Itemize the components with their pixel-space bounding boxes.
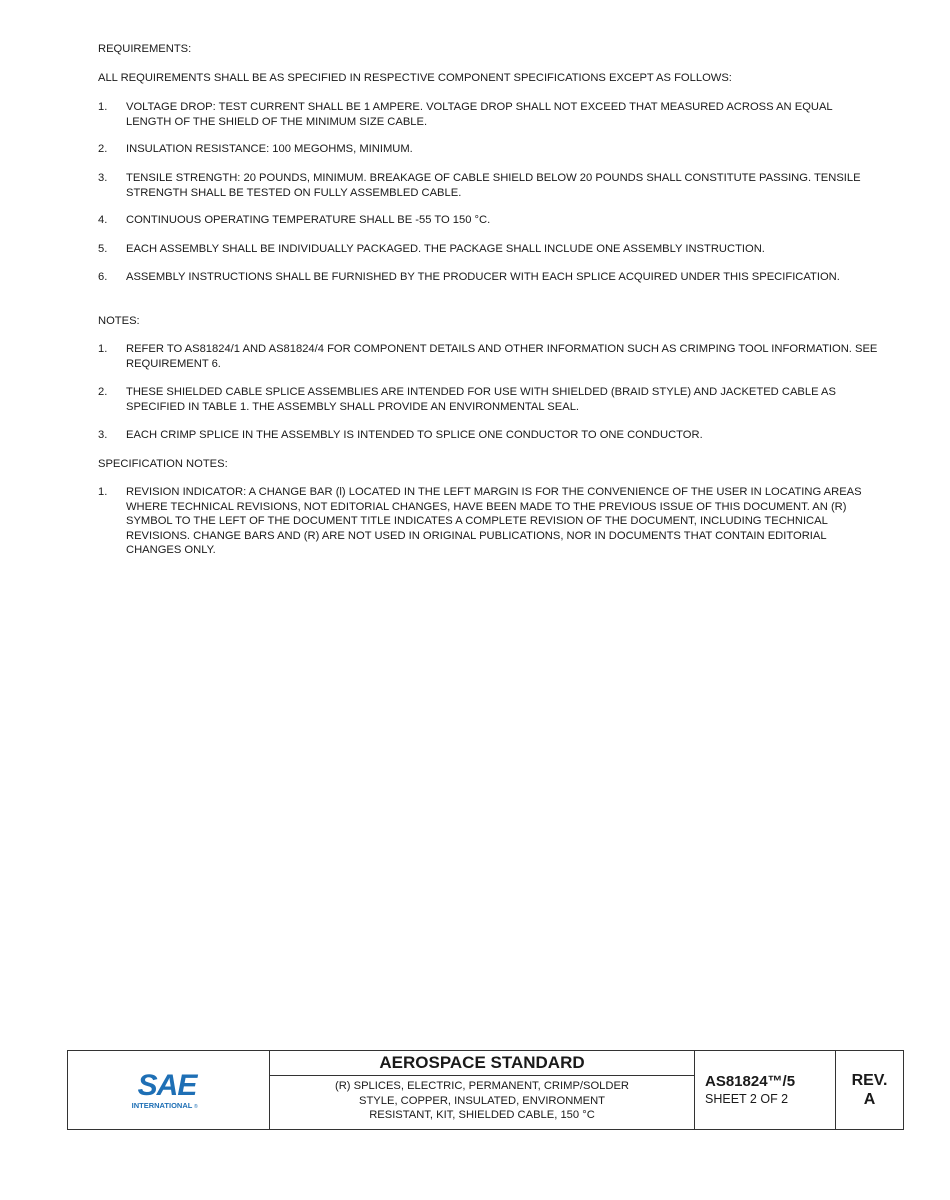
requirement-item	[98, 270, 878, 285]
logo-text: SAE	[137, 1069, 196, 1102]
item-number: 6.	[98, 271, 108, 283]
sheet-number: SHEET 2 OF 2	[705, 1092, 789, 1106]
revision-value: A	[863, 1091, 876, 1108]
title-line: (R) SPLICES, ELECTRIC, PERMANENT, CRIMP/SOLDER	[334, 1080, 630, 1092]
item-text: VOLTAGE DROP: TEST CURRENT SHALL BE 1 AMPERE. VOLTAGE DROP SHALL NOT EXCEED THAT MEASURED ACROSS AN EQUAL LENGTH OF THE SHIELD OF THE MINIMUM SIZE CABLE.	[126, 101, 833, 128]
requirements-heading: REQUIREMENTS:	[98, 43, 192, 55]
logo-registered: ®	[193, 1104, 198, 1110]
title-block	[67, 1050, 904, 1130]
requirements-intro: ALL REQUIREMENTS SHALL BE AS SPECIFIED IN RESPECTIVE COMPONENT SPECIFICATIONS EXCEPT AS FOLLOWS:	[98, 72, 732, 84]
note-item	[98, 385, 878, 414]
standard-label: AEROSPACE STANDARD	[270, 1051, 694, 1076]
spec-notes-heading: SPECIFICATION NOTES:	[98, 458, 228, 470]
item-number: 2.	[98, 143, 108, 155]
title-line: RESISTANT, KIT, SHIELDED CABLE, 150 °C	[369, 1109, 595, 1121]
notes-heading: NOTES:	[98, 315, 140, 327]
requirement-item	[98, 242, 878, 257]
document-number: AS81824™/5	[705, 1073, 796, 1090]
revision-cell	[836, 1051, 903, 1129]
item-number: 2.	[98, 386, 108, 398]
item-number: 1.	[98, 343, 108, 355]
item-text: THESE SHIELDED CABLE SPLICE ASSEMBLIES ARE INTENDED FOR USE WITH SHIELDED (BRAID STYLE) AND JACKETED CABLE AS SPECIFIED IN TABLE 1. THE ASSEMBLY SHALL PROVIDE AN ENVIRONMENTAL SEAL.	[126, 386, 836, 413]
requirement-item	[98, 213, 878, 228]
requirement-item	[98, 142, 878, 157]
document-number-cell	[695, 1051, 836, 1129]
title-cell	[270, 1051, 695, 1129]
note-item	[98, 342, 878, 371]
item-number: 1.	[98, 101, 108, 113]
note-item	[98, 428, 878, 443]
sae-logo	[127, 1068, 211, 1112]
item-text: TENSILE STRENGTH: 20 POUNDS, MINIMUM. BREAKAGE OF CABLE SHIELD BELOW 20 POUNDS SHALL CONSTITUTE PASSING. TENSILE STRENGTH SHALL BE TESTED ON FULLY ASSEMBLED CABLE.	[126, 172, 861, 199]
item-text: EACH CRIMP SPLICE IN THE ASSEMBLY IS INTENDED TO SPLICE ONE CONDUCTOR TO ONE CONDUCTOR.	[126, 429, 703, 441]
logo-cell	[68, 1051, 270, 1129]
item-text: REFER TO AS81824/1 AND AS81824/4 FOR COMPONENT DETAILS AND OTHER INFORMATION SUCH AS CRIMPING TOOL INFORMATION. SEE REQUIREMENT 6.	[126, 343, 878, 370]
item-text: INSULATION RESISTANCE: 100 MEGOHMS, MINIMUM.	[126, 143, 413, 155]
item-number: 1.	[98, 486, 108, 498]
revision-label: REV.	[851, 1072, 888, 1089]
item-text: ASSEMBLY INSTRUCTIONS SHALL BE FURNISHED BY THE PRODUCER WITH EACH SPLICE ACQUIRED UNDER THIS SPECIFICATION.	[126, 271, 840, 283]
item-number: 3.	[98, 429, 108, 441]
requirement-item	[98, 100, 878, 129]
item-number: 3.	[98, 172, 108, 184]
title-line: STYLE, COPPER, INSULATED, ENVIRONMENT	[359, 1094, 605, 1107]
item-text: EACH ASSEMBLY SHALL BE INDIVIDUALLY PACKAGED. THE PACKAGE SHALL INCLUDE ONE ASSEMBLY INSTRUCTION.	[126, 243, 765, 255]
spec-note-item	[98, 485, 878, 558]
item-text: REVISION INDICATOR: A CHANGE BAR (l) LOCATED IN THE LEFT MARGIN IS FOR THE CONVENIENCE OF THE USER IN LOCATING AREAS WHERE TECHNICAL REVISIONS, NOT EDITORIAL CHANGES, HAVE BEEN MADE TO THE PREVIOUS ISSUE OF THIS DOCUMENT. AN (R) SYMBOL TO THE LEFT OF THE DOCUMENT TITLE INDICATES A COMPLETE REVISION OF THE DOCUMENT, INCLUDING TECHNICAL REVISIONS. CHANGE BARS AND (R) ARE NOT USED IN ORIGINAL PUBLICATIONS, NOR IN DOCUMENTS THAT CONTAIN EDITORIAL CHANGES ONLY.	[126, 486, 862, 556]
item-text: CONTINUOUS OPERATING TEMPERATURE SHALL BE -55 TO 150 °C.	[126, 214, 491, 226]
item-number: 5.	[98, 243, 108, 255]
document-title	[270, 1076, 694, 1129]
requirement-item	[98, 171, 878, 200]
item-number: 4.	[98, 214, 108, 226]
logo-subtext: INTERNATIONAL	[131, 1101, 192, 1110]
